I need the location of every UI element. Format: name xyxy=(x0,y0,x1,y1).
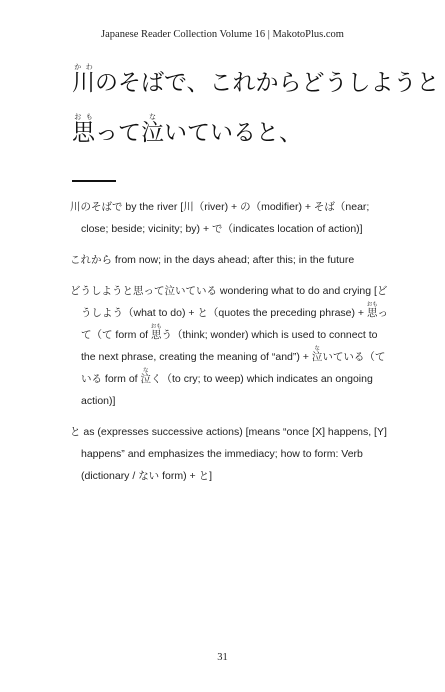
japanese-term: と xyxy=(198,470,210,482)
sentence-text: のそばで、これからどうしようと xyxy=(95,70,440,96)
definition-text: wondering what to do and crying [ xyxy=(217,285,377,297)
definition-text: （to cry; to weep) which indicates an ongoing action)] xyxy=(81,373,373,407)
japanese-term: と xyxy=(70,426,81,438)
definition-text: form of xyxy=(102,373,141,385)
furigana-reading: おも xyxy=(366,302,378,308)
japanese-term: 川 xyxy=(183,201,194,213)
main-line-1 xyxy=(72,58,440,108)
furigana-reading: な xyxy=(311,346,323,352)
kanji-base: 川 xyxy=(72,70,95,96)
main-line-2 xyxy=(72,108,422,158)
japanese-term: 川のそばで xyxy=(70,201,123,213)
page-header: Japanese Reader Collection Volume 16 | MakotoPlus.com xyxy=(101,29,344,40)
furigana-word xyxy=(141,113,164,146)
definition-text: （modifier) + xyxy=(250,201,314,213)
japanese-term: と xyxy=(197,307,208,319)
section-divider xyxy=(72,180,116,182)
kanji-base: 思 xyxy=(150,329,162,341)
japanese-term: う xyxy=(161,329,173,341)
main-sentence xyxy=(72,58,440,158)
sentence-text: って xyxy=(95,120,141,146)
japanese-term: いている xyxy=(322,351,365,363)
sentence-text: いていると、 xyxy=(164,120,302,146)
japanese-term: で xyxy=(212,223,223,235)
furigana-word xyxy=(72,113,95,146)
definition-text: （what to do) + xyxy=(123,307,198,319)
vocabulary-list xyxy=(70,196,390,496)
definition-text: （ xyxy=(364,351,375,363)
furigana-reading: な xyxy=(141,113,164,121)
definition-text: （river) + xyxy=(193,201,241,213)
japanese-term: どうしよう xyxy=(81,285,388,319)
vocab-entry xyxy=(70,249,390,271)
japanese-term: って xyxy=(81,307,388,341)
japanese-term: の xyxy=(240,201,251,213)
definition-text: （ xyxy=(91,329,102,341)
kanji-base: 思 xyxy=(72,120,95,146)
furigana-word xyxy=(140,368,152,385)
definition-text: as (expresses successive actions) [means “once [X] happens, [Y] happens” and emphasizes the immediacy; how to form: Verb (dictionary / xyxy=(80,426,387,482)
japanese-term: そば xyxy=(313,201,335,213)
japanese-term: これから xyxy=(70,254,112,266)
furigana-word xyxy=(72,63,95,96)
definition-text: （think; wonder) which is used to connect to the next phrase, creating the meaning of “and”) + xyxy=(81,329,378,363)
definition-text: ] xyxy=(209,470,212,482)
japanese-term: どうしようと思って泣いている xyxy=(70,285,217,297)
kanji-base: 思 xyxy=(366,307,378,319)
furigana-word xyxy=(366,302,378,319)
kanji-base: 泣 xyxy=(141,120,164,146)
vocab-entry xyxy=(70,280,390,412)
definition-text: （quotes the preceding phrase) + xyxy=(207,307,367,319)
japanese-term: て xyxy=(102,329,113,341)
furigana-reading: おも xyxy=(72,113,95,121)
definition-text: （indicates location of action)] xyxy=(222,223,363,235)
page-number: 31 xyxy=(217,652,228,663)
furigana-reading: かわ xyxy=(72,63,95,71)
definition-text: by the river [ xyxy=(122,201,184,213)
furigana-word xyxy=(311,346,323,363)
furigana-reading: おも xyxy=(150,324,162,330)
definition-text: form of xyxy=(112,329,152,341)
furigana-reading: な xyxy=(140,368,151,374)
furigana-word xyxy=(150,324,162,341)
definition-text: from now; in the days ahead; after this; in the future xyxy=(112,254,355,266)
japanese-term: ている xyxy=(81,351,386,385)
vocab-entry xyxy=(70,196,390,240)
kanji-base: 泣 xyxy=(311,351,323,363)
vocab-entry xyxy=(70,421,390,487)
definition-text: form) + xyxy=(159,470,199,482)
japanese-term: ない xyxy=(138,470,160,482)
kanji-base: 泣 xyxy=(140,373,152,385)
definition-text: （near; close; beside; vicinity; by) + xyxy=(81,201,370,235)
japanese-term: く xyxy=(151,373,162,385)
